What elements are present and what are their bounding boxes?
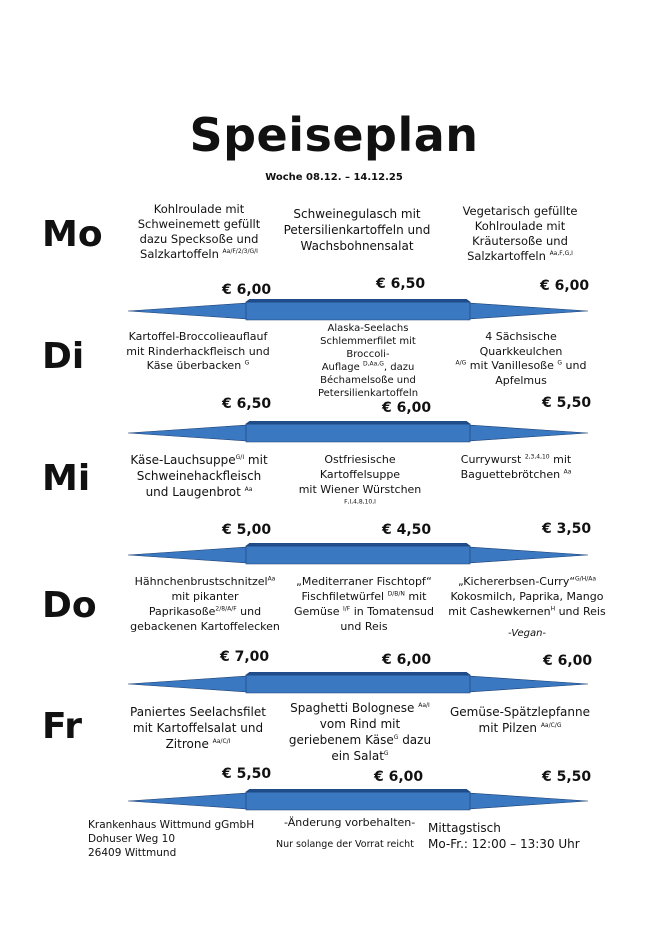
price-mo-2: € 6,50 [376, 276, 426, 292]
allergen-code: I/F [342, 605, 351, 613]
ribbon-fold [246, 299, 470, 302]
allergen-code: F,I,4,8,10,I [344, 498, 376, 506]
day-label-do: Do [42, 585, 97, 626]
dish-do-1: Hähnchenbrustschnitzel$^{Aa}$ mit pikanter Paprikasoße$^{2/8/A/F}$ und gebackenen Kartoffelecken [130, 575, 280, 633]
ribbon-left-tail [128, 676, 248, 692]
vegan-note: -Vegan- [508, 628, 547, 639]
lunch-hours-block [428, 820, 580, 852]
ribbon-fold [246, 789, 470, 792]
ribbon-center [246, 675, 470, 693]
price-mi-3: € 3,50 [542, 521, 592, 537]
allergen-code: Aa/C/G [540, 722, 562, 729]
address-line: 26409 Wittmund [88, 847, 177, 859]
price-do-2: € 6,00 [382, 652, 432, 668]
dish-di-1: Kartoffel-Broccolieauflauf mit Rinderhackfleisch und Käse überbacken $^G$ [126, 330, 270, 372]
ribbon-left-tail [128, 303, 248, 319]
dish-mi-2: Ostfriesische Kartoffelsuppe mit Wiener Würstchen $^{F,I,4,8,10,I}$ [298, 453, 422, 506]
ribbon-center [246, 424, 470, 442]
ribbon-divider [128, 672, 588, 696]
price-do-3: € 6,00 [543, 653, 593, 669]
price-fr-3: € 5,50 [542, 769, 592, 785]
dish-mo-1: Kohlroulade mit Schweinemett gefüllt dazu Specksoße und Salzkartoffeln $^{Aa/F/2/3/G/I}$ [137, 202, 261, 261]
allergen-code: G/I [235, 454, 245, 461]
allergen-code: Aa [244, 486, 253, 493]
dish-do-2: „Mediterraner Fischtopf“ Fischfiletwürfel $^{D/B/N}$ mit Gemüse $^{I/F}$ in Tomatensud und Reis [293, 575, 435, 633]
ribbon-right-tail [468, 676, 588, 692]
dish-do-3: „Kichererbsen-Curry“$^{G/H/Aa}$ Kokosmilch, Paprika, Mango mit Cashewkernen$^H$ und Reis [448, 575, 606, 618]
ribbon-divider [128, 543, 588, 567]
price-mi-2: € 4,50 [382, 522, 432, 538]
dish-di-3: 4 Sächsische Quarkkeulchen $^{A/G}$ mit Vanillesoße $^G$ und Apfelmus [455, 330, 587, 387]
ribbon-center [246, 302, 470, 320]
dish-mo-3: Vegetarisch gefüllte Kohlroulade mit Kräutersoße und Salzkartoffeln $^{Aa,F,G,I}$ [462, 204, 578, 263]
allergen-code: Aa/I [418, 702, 430, 709]
allergen-code: 2/8/A/F [215, 605, 237, 613]
stock-notice: Nur solange der Vorrat reicht [276, 839, 414, 850]
ribbon-center [246, 546, 470, 564]
allergen-code: A/G [455, 359, 467, 367]
ribbon-left-tail [128, 547, 248, 563]
ribbon-center [246, 792, 470, 810]
dish-mi-3: Currywurst $^{2,3,4,10}$ mit Baguettebrötchen $^{Aa}$ [460, 453, 572, 481]
day-label-fr: Fr [42, 706, 83, 747]
allergen-code: G [557, 359, 563, 367]
dish-mi-1: Käse-Lauchsuppe$^{G/I}$ mit Schweinehackfleisch und Laugenbrot $^{Aa}$ [130, 453, 268, 499]
allergen-code: 2,3,4,10 [524, 453, 550, 461]
price-fr-1: € 5,50 [222, 766, 272, 782]
price-mo-1: € 6,00 [222, 282, 272, 298]
address-block [88, 818, 254, 860]
day-label-mi: Mi [42, 458, 91, 499]
allergen-code: D,Aa,G [363, 360, 384, 368]
lunch-title: Mittagstisch [428, 821, 501, 835]
page-title: Speiseplan [189, 108, 479, 162]
address-line: Dohuser Weg 10 [88, 833, 175, 845]
ribbon-right-tail [468, 547, 588, 563]
allergen-code: H [550, 605, 556, 613]
allergen-code: Aa/F/2/3/G/I [222, 248, 258, 256]
ribbon-right-tail [468, 793, 588, 809]
ribbon-fold [246, 421, 470, 424]
ribbon-left-tail [128, 793, 248, 809]
week-range: Woche 08.12. – 14.12.25 [265, 172, 403, 183]
ribbon-fold [246, 543, 470, 546]
change-notice: -Änderung vorbehalten- [284, 816, 416, 829]
allergen-code: Aa [267, 575, 276, 583]
price-fr-2: € 6,00 [374, 769, 424, 785]
dish-fr-2: Spaghetti Bolognese $^{Aa/I}$ vom Rind mit geriebenem Käse$^G$ dazu ein Salat$^G$ [288, 701, 432, 763]
allergen-code: G/H/Aa [575, 575, 597, 583]
allergen-code: G [383, 750, 389, 757]
lunch-hours: Mo-Fr.: 12:00 – 13:30 Uhr [428, 837, 580, 851]
ribbon-divider [128, 789, 588, 813]
address-line: Krankenhaus Wittmund gGmbH [88, 819, 255, 831]
price-mo-3: € 6,00 [540, 278, 590, 294]
price-di-1: € 6,50 [222, 396, 272, 412]
price-di-2: € 6,00 [382, 400, 432, 416]
price-do-1: € 7,00 [220, 649, 270, 665]
dish-fr-1: Paniertes Seelachsfilet mit Kartoffelsalat und Zitrone $^{Aa/C/I}$ [130, 705, 266, 751]
price-mi-1: € 5,00 [222, 522, 272, 538]
allergen-code: G [244, 359, 250, 367]
dish-mo-2: Schweinegulasch mit Petersilienkartoffeln und Wachsbohnensalat [283, 207, 431, 253]
allergen-code: Aa/C/I [212, 738, 231, 745]
dish-di-2: Alaska-Seelachs Schlemmerfilet mit Broccoli- Auflage $^{D,Aa,G}$, dazu Béchamelsoße und Petersilienkartoffeln [317, 323, 419, 399]
ribbon-divider [128, 299, 588, 323]
price-di-3: € 5,50 [542, 395, 592, 411]
ribbon-fold [246, 672, 470, 675]
allergen-code: D/B/N [387, 590, 405, 598]
ribbon-right-tail [468, 425, 588, 441]
day-label-di: Di [42, 336, 85, 377]
ribbon-divider [128, 421, 588, 445]
allergen-code: Aa [563, 468, 572, 476]
allergen-code: G [393, 734, 399, 741]
day-label-mo: Mo [42, 214, 103, 255]
allergen-code: Aa,F,G,I [549, 250, 573, 258]
ribbon-left-tail [128, 425, 248, 441]
dish-fr-3: Gemüse-Spätzlepfanne mit Pilzen $^{Aa/C/G}$ [449, 705, 591, 735]
ribbon-right-tail [468, 303, 588, 319]
